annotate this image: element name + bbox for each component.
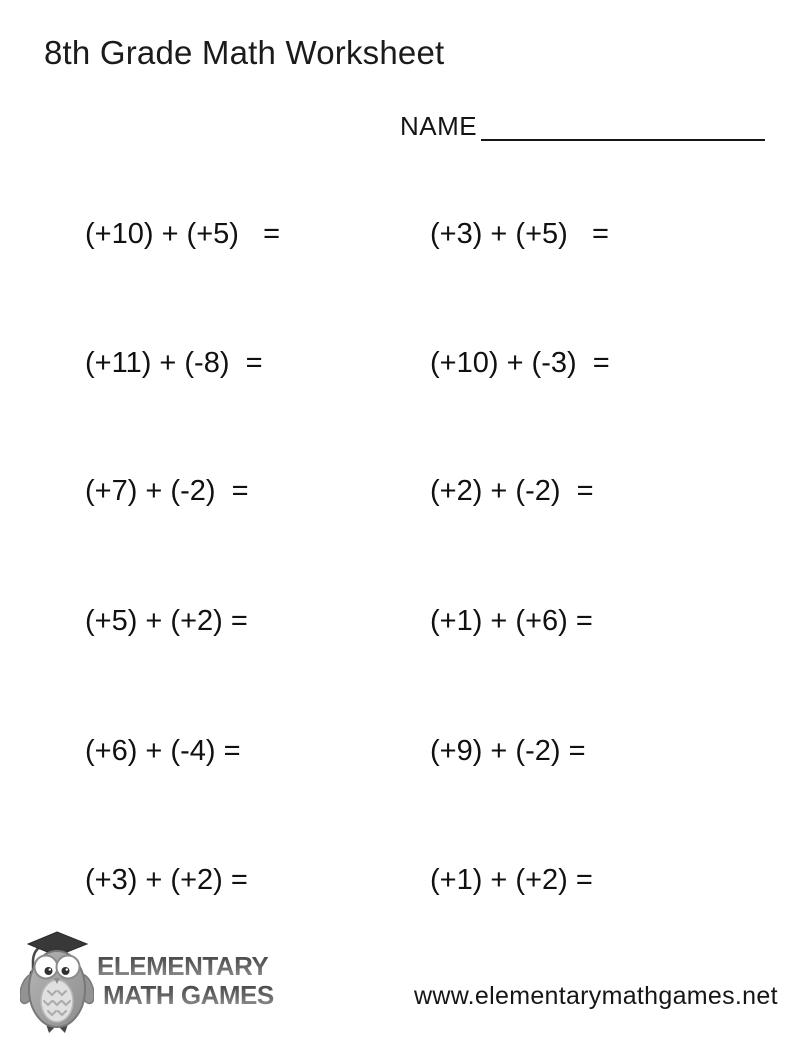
owl-graduate-icon	[20, 931, 94, 1033]
page-title: 8th Grade Math Worksheet	[44, 34, 445, 71]
logo-line-elementary: ELEMENTARY	[97, 952, 274, 981]
problem-3: (+11) + (-8) =	[85, 347, 263, 379]
problem-row-4	[85, 601, 785, 641]
logo-line-math-games: MATH GAMES	[97, 981, 274, 1010]
problem-row-2	[85, 343, 785, 383]
problem-6: (+2) + (-2) =	[430, 475, 594, 507]
problem-9: (+6) + (-4) =	[85, 735, 241, 767]
problem-row-3	[85, 471, 785, 511]
problem-12: (+1) + (+2) =	[430, 864, 593, 896]
problem-row-5	[85, 731, 785, 771]
elementary-math-games-logo	[20, 931, 274, 1033]
problem-11: (+3) + (+2) =	[85, 864, 248, 896]
problem-4: (+10) + (-3) =	[430, 347, 610, 379]
problem-row-1	[85, 214, 785, 254]
problem-1: (+10) + (+5) =	[85, 218, 281, 250]
problem-2: (+3) + (+5) =	[430, 218, 609, 250]
problem-5: (+7) + (-2) =	[85, 475, 249, 507]
logo-wordmark	[97, 931, 274, 1010]
problem-10: (+9) + (-2) =	[430, 735, 586, 767]
name-field-row	[400, 111, 765, 141]
name-blank-line[interactable]	[481, 111, 765, 141]
problem-7: (+5) + (+2) =	[85, 605, 248, 637]
problem-row-6	[85, 860, 785, 900]
problem-8: (+1) + (+6) =	[430, 605, 593, 637]
website-url: www.elementarymathgames.net	[414, 982, 778, 1010]
name-label: NAME	[400, 111, 478, 141]
